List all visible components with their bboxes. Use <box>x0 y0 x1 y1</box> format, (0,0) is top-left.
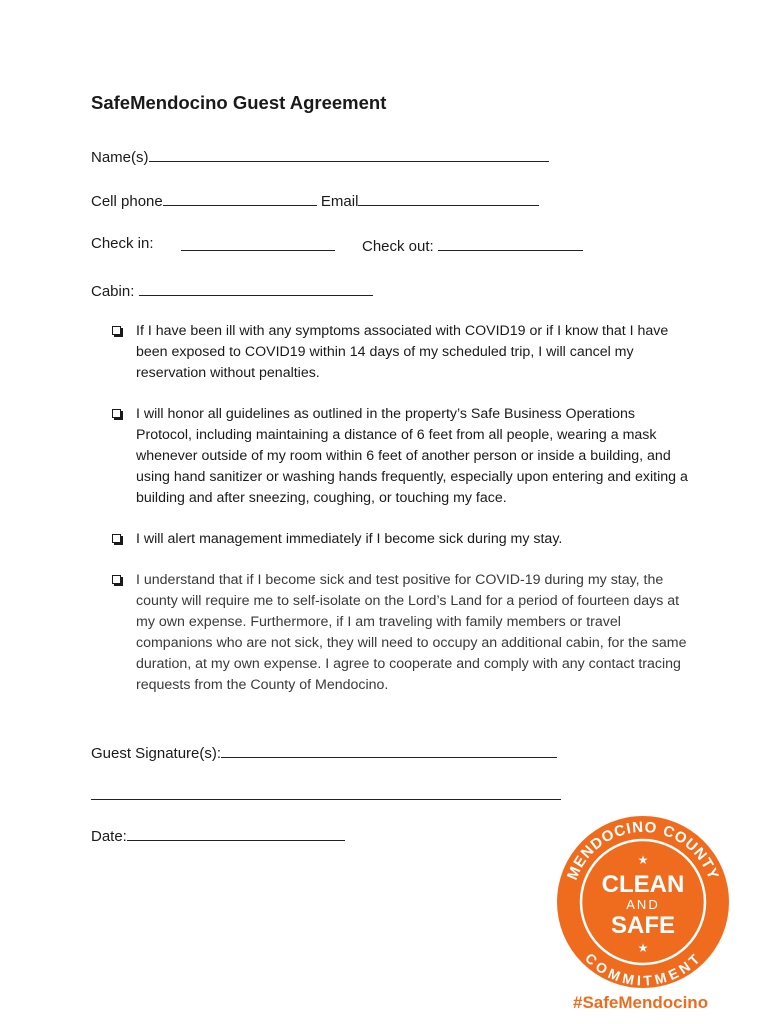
star-icon: ★ <box>637 941 649 955</box>
badge-top-arc-text: MENDOCINO COUNTY <box>563 818 723 883</box>
agreement-item-text: I will honor all guidelines as outlined in the property’s Safe Business Operations Protocol, including maintaining a distance of 6 feet from all people, wearing a mask whenever outside of my room within 6 feet of another person or inside a building, and using hand sanitizer or washing hands frequently, especially upon entering and exiting a building and after sneezing, coughing, or touching my face. <box>136 406 688 506</box>
badge-line-and: AND <box>626 897 660 912</box>
page-title: SafeMendocino Guest Agreement <box>91 92 387 113</box>
check-out-input-line[interactable] <box>438 235 583 251</box>
names-label: Name(s) <box>91 149 149 166</box>
agreement-item-text: I understand that if I become sick and test positive for COVID-19 during my stay, the county will require me to self-isolate on the Lord’s Land for a period of fourteen days at my own expense. Furthermore, if I am traveling with family members or travel companions who are not sick, they will need to occupy an additional cabin, for the same duration, at my own expense. I agree to cooperate and comply with any contact tracing requests from the County of Mendocino. <box>136 572 687 693</box>
checkbox-icon[interactable] <box>112 534 121 543</box>
agreement-item <box>112 321 692 384</box>
check-in-input-wrap <box>181 235 335 255</box>
agreement-item <box>112 529 692 550</box>
agreement-item <box>112 404 692 509</box>
check-in-input-line[interactable] <box>181 235 335 251</box>
date-input-line[interactable] <box>127 825 345 841</box>
agreement-item-text: If I have been ill with any symptoms associated with COVID19 or if I know that I have been exposed to COVID19 within 14 days of my scheduled trip, I will cancel my reservation without penalties. <box>136 323 669 381</box>
cabin-field <box>91 280 373 300</box>
checkbox-icon[interactable] <box>112 575 121 584</box>
cabin-label: Cabin: <box>91 283 135 300</box>
badge-line-safe: SAFE <box>610 912 676 939</box>
star-icon: ★ <box>637 853 649 867</box>
names-input-line[interactable] <box>149 146 549 162</box>
date-field <box>91 825 345 845</box>
email-label: Email <box>320 193 359 210</box>
date-label: Date: <box>91 828 127 845</box>
guest-signature-field <box>91 742 557 762</box>
cell-phone-label: Cell phone <box>91 193 163 210</box>
contact-fields <box>91 190 539 210</box>
badge-line-clean: CLEAN <box>601 871 685 898</box>
names-field <box>91 146 549 166</box>
checkbox-icon[interactable] <box>112 326 121 335</box>
cell-phone-input-line[interactable] <box>163 190 317 206</box>
guest-signature-input-line[interactable] <box>221 742 557 758</box>
cabin-input-line[interactable] <box>139 280 373 296</box>
check-out-field <box>362 235 583 255</box>
agreement-item-text: I will alert management immediately if I become sick during my stay. <box>136 531 563 547</box>
check-in-label: Check in: <box>91 235 154 252</box>
hashtag-label: #SafeMendocino <box>573 993 709 1012</box>
email-input-line[interactable] <box>358 190 539 206</box>
check-out-label: Check out: <box>362 238 434 255</box>
check-in-field <box>91 235 154 252</box>
guest-signature-label: Guest Signature(s): <box>91 745 222 762</box>
agreement-item <box>112 570 692 696</box>
guest-signature-line-2[interactable] <box>91 799 561 800</box>
clean-and-safe-badge <box>553 812 733 992</box>
badge-bottom-arc-text: COMMITMENT <box>582 949 705 989</box>
checkbox-icon[interactable] <box>112 409 121 418</box>
